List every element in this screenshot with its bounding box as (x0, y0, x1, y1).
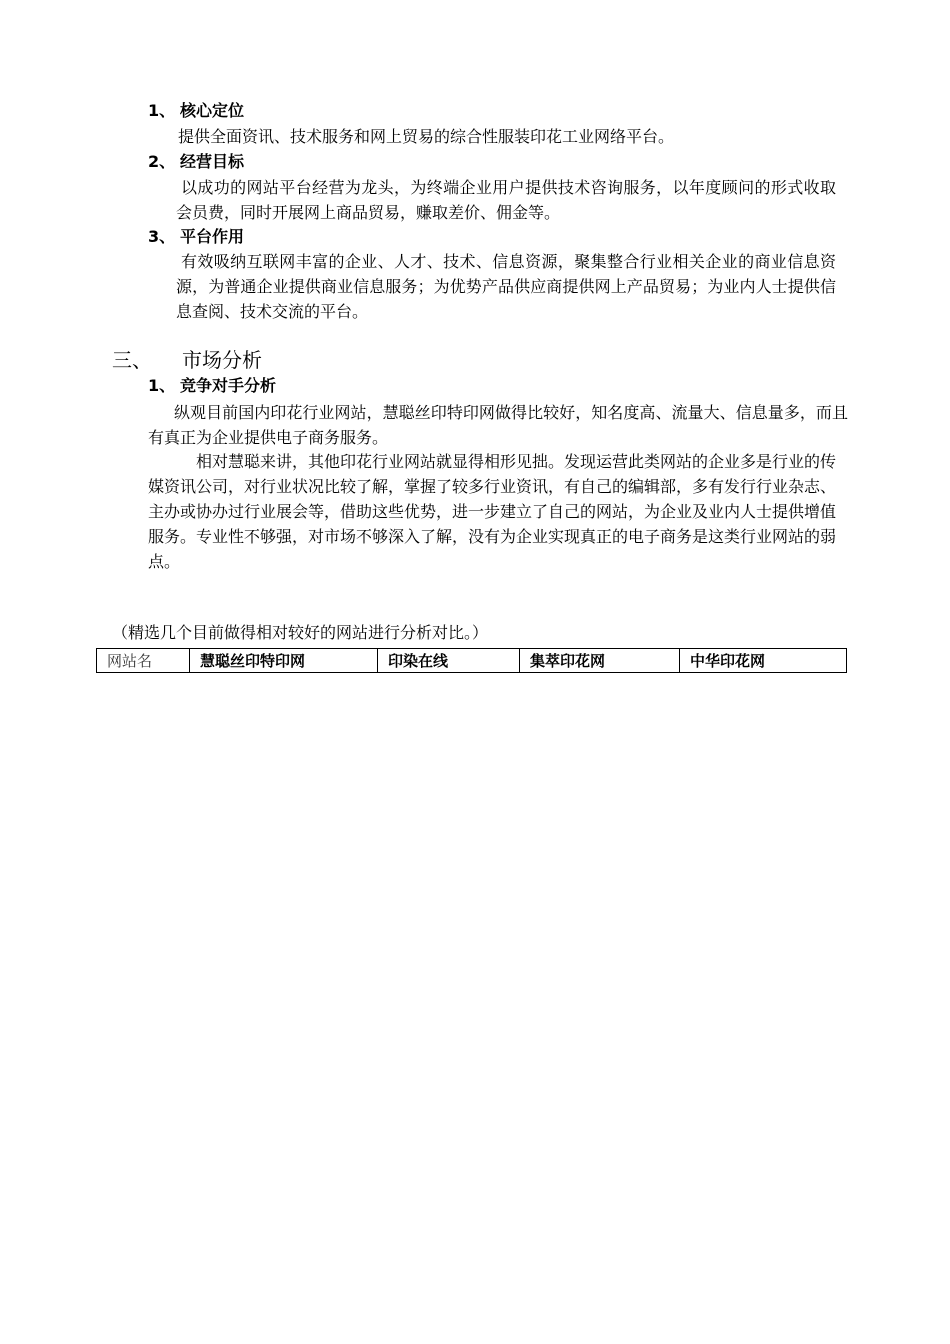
heading-competitor-analysis (148, 375, 276, 397)
table-cell-site: 印染在线 (378, 649, 520, 673)
heading-platform-role (148, 226, 244, 248)
heading-number: 2、 (148, 152, 176, 171)
section-title: 市场分析 (182, 348, 262, 372)
paragraph-business-goals: 以成功的网站平台经营为龙头，为终端企业用户提供技术咨询服务，以年度顾问的形式收取会员费，同时开展网上商品贸易，赚取差价、佣金等。 (176, 178, 836, 222)
comparison-note: （精选几个目前做得相对较好的网站进行分析对比。） (112, 623, 489, 642)
paragraph-core-positioning: 提供全面资讯、技术服务和网上贸易的综合性服装印花工业网络平台。 (178, 127, 675, 146)
table-cell-label: 网站名 (97, 649, 190, 673)
heading-title: 平台作用 (180, 227, 245, 246)
section-number: 三、 (112, 348, 152, 372)
paragraph-competitor-detail: 相对慧聪来讲，其他印花行业网站就显得相形见拙。发现运营此类网站的企业多是行业的传媒资讯公司，对行业状况比较了解，掌握了较多行业资讯，有自己的编辑部，多有发行行业杂志、主办或协办过行业展会等，借助这些优势，进一步建立了自己的网站，为企业及业内人士提供增值服务。专业性不够强，对市场不够深入了解，没有为企业实现真正的电子商务是这类行业网站的弱点。 (148, 452, 837, 571)
heading-core-positioning (148, 100, 244, 122)
comparison-table (96, 648, 847, 673)
paragraph-platform-role: 有效吸纳互联网丰富的企业、人才、技术、信息资源，聚集整合行业相关企业的商业信息资源，为普通企业提供商业信息服务；为优势产品供应商提供网上产品贸易；为业内人士提供信息查阅、技术交流的平台。 (176, 252, 836, 321)
heading-business-goals (148, 151, 244, 173)
heading-title: 经营目标 (180, 152, 245, 171)
heading-number: 3、 (148, 227, 176, 246)
table-cell-site: 中华印花网 (680, 649, 847, 673)
table-cell-site: 集萃印花网 (520, 649, 680, 673)
paragraph-competitor-overview: 纵观目前国内印花行业网站，慧聪丝印特印网做得比较好，知名度高、流量大、信息量多，而且有真正为企业提供电子商务服务。 (148, 403, 848, 447)
heading-number: 1、 (148, 101, 176, 120)
table-row (97, 649, 847, 673)
heading-title: 核心定位 (180, 101, 245, 120)
table-cell-site: 慧聪丝印特印网 (190, 649, 378, 673)
section-heading-market-analysis (112, 346, 262, 374)
heading-number: 1、 (148, 376, 176, 395)
heading-title: 竞争对手分析 (180, 376, 277, 395)
